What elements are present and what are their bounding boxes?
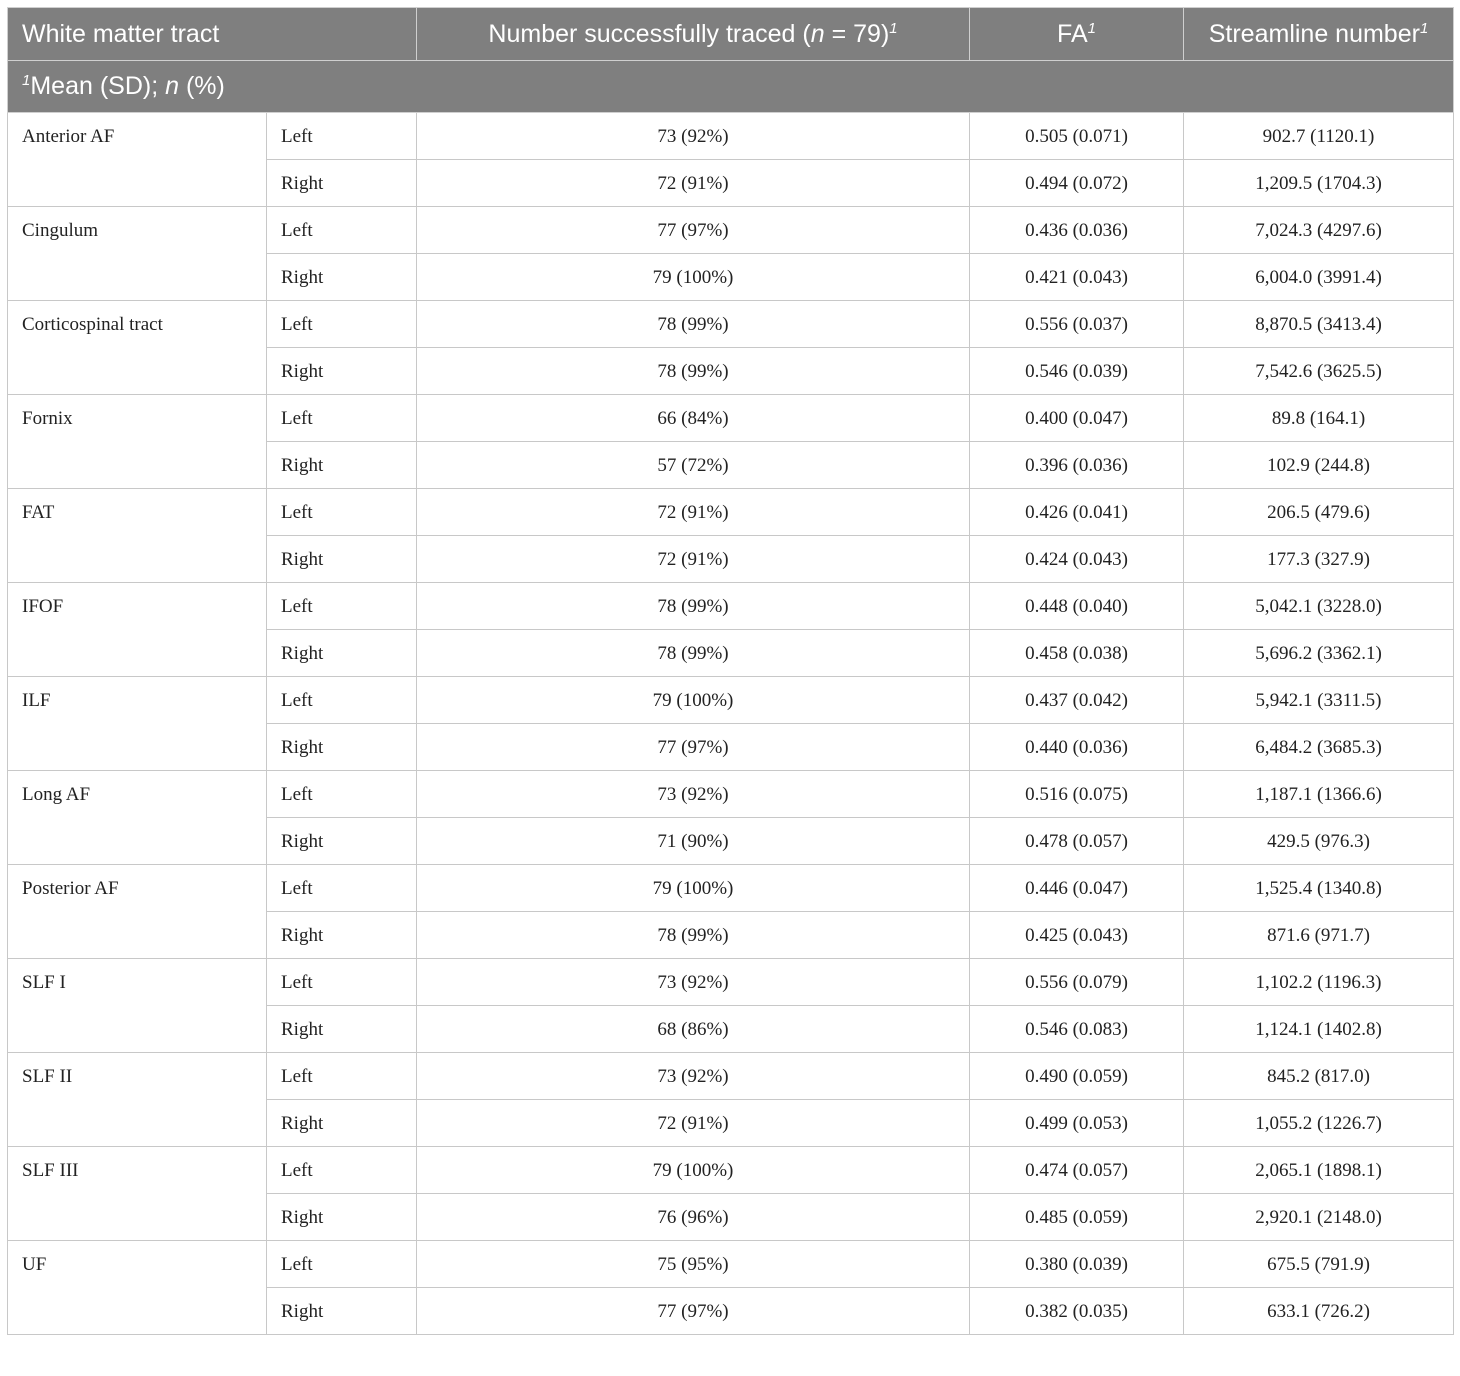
streamline-cell: 1,055.2 (1226.7) [1184, 1100, 1454, 1147]
table-row [8, 442, 1454, 489]
side-cell: Right [267, 912, 417, 959]
streamline-cell: 7,542.6 (3625.5) [1184, 348, 1454, 395]
tract-name-cell: FAT [8, 489, 267, 536]
table-row [8, 959, 1454, 1006]
table-body [8, 113, 1454, 1335]
table-row [8, 677, 1454, 724]
streamline-cell: 5,696.2 (3362.1) [1184, 630, 1454, 677]
streamline-cell: 177.3 (327.9) [1184, 536, 1454, 583]
side-cell: Left [267, 207, 417, 254]
traced-count-cell: 75 (95%) [417, 1241, 970, 1288]
tract-name-cell: Cingulum [8, 207, 267, 254]
fa-cell: 0.425 (0.043) [970, 912, 1184, 959]
header-streamline-label: Streamline number [1208, 19, 1420, 48]
side-cell: Right [267, 348, 417, 395]
header-fa [970, 8, 1184, 61]
streamline-cell: 1,102.2 (1196.3) [1184, 959, 1454, 1006]
table-row [8, 818, 1454, 865]
footnote-text: Mean (SD); [30, 72, 166, 100]
traced-count-cell: 71 (90%) [417, 818, 970, 865]
tract-name-cell [8, 1006, 267, 1053]
table-row [8, 348, 1454, 395]
streamline-cell: 102.9 (244.8) [1184, 442, 1454, 489]
header-fa-label: FA [1057, 19, 1088, 48]
tract-name-cell [8, 1194, 267, 1241]
table-row [8, 1241, 1454, 1288]
traced-count-cell: 77 (97%) [417, 1288, 970, 1335]
side-cell: Left [267, 113, 417, 160]
fa-cell: 0.505 (0.071) [970, 113, 1184, 160]
fa-cell: 0.446 (0.047) [970, 865, 1184, 912]
table-row [8, 113, 1454, 160]
header-traced-suffix: = 79) [824, 19, 890, 48]
tract-name-cell [8, 912, 267, 959]
tract-name-cell [8, 724, 267, 771]
fa-cell: 0.424 (0.043) [970, 536, 1184, 583]
tract-name-cell: Anterior AF [8, 113, 267, 160]
side-cell: Right [267, 160, 417, 207]
header-traced-n: n [810, 19, 825, 48]
tract-name-cell: ILF [8, 677, 267, 724]
side-cell: Right [267, 1100, 417, 1147]
fa-cell: 0.448 (0.040) [970, 583, 1184, 630]
traced-count-cell: 57 (72%) [417, 442, 970, 489]
side-cell: Left [267, 1053, 417, 1100]
footnote-mark: 1 [889, 19, 898, 37]
traced-count-cell: 79 (100%) [417, 865, 970, 912]
fa-cell: 0.516 (0.075) [970, 771, 1184, 818]
fa-cell: 0.556 (0.037) [970, 301, 1184, 348]
streamline-cell: 1,124.1 (1402.8) [1184, 1006, 1454, 1053]
table-row [8, 207, 1454, 254]
streamline-cell: 2,065.1 (1898.1) [1184, 1147, 1454, 1194]
tract-name-cell: Long AF [8, 771, 267, 818]
table-row [8, 1147, 1454, 1194]
table-row [8, 583, 1454, 630]
fa-cell: 0.426 (0.041) [970, 489, 1184, 536]
streamline-cell: 871.6 (971.7) [1184, 912, 1454, 959]
footnote-row [8, 61, 1454, 113]
tract-name-cell [8, 630, 267, 677]
traced-count-cell: 79 (100%) [417, 677, 970, 724]
streamline-cell: 7,024.3 (4297.6) [1184, 207, 1454, 254]
traced-count-cell: 77 (97%) [417, 207, 970, 254]
streamline-cell: 1,187.1 (1366.6) [1184, 771, 1454, 818]
table-row [8, 1100, 1454, 1147]
streamline-cell: 89.8 (164.1) [1184, 395, 1454, 442]
fa-cell: 0.440 (0.036) [970, 724, 1184, 771]
side-cell: Left [267, 489, 417, 536]
side-cell: Right [267, 1288, 417, 1335]
table-row [8, 912, 1454, 959]
header-traced-prefix: Number successfully traced ( [488, 19, 811, 48]
tract-name-cell [8, 348, 267, 395]
side-cell: Right [267, 1006, 417, 1053]
table-row [8, 771, 1454, 818]
traced-count-cell: 78 (99%) [417, 630, 970, 677]
side-cell: Right [267, 630, 417, 677]
header-traced [417, 8, 970, 61]
traced-count-cell: 78 (99%) [417, 583, 970, 630]
footnote-cell [8, 61, 1454, 113]
side-cell: Right [267, 1194, 417, 1241]
streamline-cell: 1,209.5 (1704.3) [1184, 160, 1454, 207]
fa-cell: 0.396 (0.036) [970, 442, 1184, 489]
traced-count-cell: 76 (96%) [417, 1194, 970, 1241]
fa-cell: 0.436 (0.036) [970, 207, 1184, 254]
table-row [8, 254, 1454, 301]
tract-name-cell: SLF I [8, 959, 267, 1006]
header-tract [8, 8, 417, 61]
side-cell: Right [267, 254, 417, 301]
streamline-cell: 902.7 (1120.1) [1184, 113, 1454, 160]
streamline-cell: 429.5 (976.3) [1184, 818, 1454, 865]
fa-cell: 0.400 (0.047) [970, 395, 1184, 442]
tract-name-cell [8, 1288, 267, 1335]
table-row [8, 1288, 1454, 1335]
footnote-text-end: (%) [179, 72, 225, 100]
table-row [8, 724, 1454, 771]
tract-name-cell [8, 160, 267, 207]
traced-count-cell: 79 (100%) [417, 1147, 970, 1194]
table-row [8, 865, 1454, 912]
header-tract-label: White matter tract [22, 19, 220, 48]
streamline-cell: 5,942.1 (3311.5) [1184, 677, 1454, 724]
table-header [8, 8, 1454, 113]
streamline-cell: 2,920.1 (2148.0) [1184, 1194, 1454, 1241]
traced-count-cell: 68 (86%) [417, 1006, 970, 1053]
table-row [8, 1053, 1454, 1100]
table-row [8, 395, 1454, 442]
side-cell: Left [267, 677, 417, 724]
streamline-cell: 8,870.5 (3413.4) [1184, 301, 1454, 348]
footnote-mark: 1 [22, 72, 31, 89]
traced-count-cell: 73 (92%) [417, 1053, 970, 1100]
traced-count-cell: 78 (99%) [417, 301, 970, 348]
traced-count-cell: 78 (99%) [417, 912, 970, 959]
tract-name-cell [8, 254, 267, 301]
traced-count-cell: 72 (91%) [417, 489, 970, 536]
streamline-cell: 6,004.0 (3991.4) [1184, 254, 1454, 301]
side-cell: Right [267, 818, 417, 865]
traced-count-cell: 72 (91%) [417, 536, 970, 583]
tract-name-cell: SLF III [8, 1147, 267, 1194]
fa-cell: 0.437 (0.042) [970, 677, 1184, 724]
traced-count-cell: 72 (91%) [417, 1100, 970, 1147]
side-cell: Left [267, 583, 417, 630]
fa-cell: 0.382 (0.035) [970, 1288, 1184, 1335]
tract-name-cell: SLF II [8, 1053, 267, 1100]
side-cell: Left [267, 1241, 417, 1288]
traced-count-cell: 77 (97%) [417, 724, 970, 771]
tract-name-cell: IFOF [8, 583, 267, 630]
side-cell: Left [267, 395, 417, 442]
streamline-cell: 675.5 (791.9) [1184, 1241, 1454, 1288]
fa-cell: 0.474 (0.057) [970, 1147, 1184, 1194]
header-row [8, 8, 1454, 61]
table-row [8, 160, 1454, 207]
side-cell: Left [267, 959, 417, 1006]
tract-name-cell [8, 1100, 267, 1147]
fa-cell: 0.546 (0.039) [970, 348, 1184, 395]
tract-name-cell [8, 536, 267, 583]
fa-cell: 0.380 (0.039) [970, 1241, 1184, 1288]
tract-name-cell: Posterior AF [8, 865, 267, 912]
traced-count-cell: 72 (91%) [417, 160, 970, 207]
table-row [8, 536, 1454, 583]
side-cell: Left [267, 865, 417, 912]
side-cell: Left [267, 771, 417, 818]
streamline-cell: 6,484.2 (3685.3) [1184, 724, 1454, 771]
table-row [8, 489, 1454, 536]
streamline-cell: 845.2 (817.0) [1184, 1053, 1454, 1100]
fa-cell: 0.485 (0.059) [970, 1194, 1184, 1241]
fa-cell: 0.556 (0.079) [970, 959, 1184, 1006]
side-cell: Right [267, 442, 417, 489]
side-cell: Right [267, 724, 417, 771]
fa-cell: 0.458 (0.038) [970, 630, 1184, 677]
tract-name-cell [8, 818, 267, 865]
table-row [8, 1194, 1454, 1241]
tract-name-cell [8, 442, 267, 489]
traced-count-cell: 73 (92%) [417, 113, 970, 160]
streamline-cell: 633.1 (726.2) [1184, 1288, 1454, 1335]
traced-count-cell: 66 (84%) [417, 395, 970, 442]
fa-cell: 0.499 (0.053) [970, 1100, 1184, 1147]
fa-cell: 0.478 (0.057) [970, 818, 1184, 865]
tract-statistics-table [7, 7, 1454, 1335]
traced-count-cell: 73 (92%) [417, 771, 970, 818]
fa-cell: 0.494 (0.072) [970, 160, 1184, 207]
side-cell: Right [267, 536, 417, 583]
streamline-cell: 5,042.1 (3228.0) [1184, 583, 1454, 630]
side-cell: Left [267, 1147, 417, 1194]
tract-name-cell: Corticospinal tract [8, 301, 267, 348]
table-row [8, 301, 1454, 348]
footnote-n: n [165, 72, 180, 100]
fa-cell: 0.546 (0.083) [970, 1006, 1184, 1053]
footnote-mark: 1 [1419, 19, 1429, 37]
traced-count-cell: 78 (99%) [417, 348, 970, 395]
traced-count-cell: 79 (100%) [417, 254, 970, 301]
traced-count-cell: 73 (92%) [417, 959, 970, 1006]
side-cell: Left [267, 301, 417, 348]
table-row [8, 1006, 1454, 1053]
footnote-mark: 1 [1087, 19, 1096, 37]
tract-name-cell: UF [8, 1241, 267, 1288]
fa-cell: 0.490 (0.059) [970, 1053, 1184, 1100]
header-streamline [1184, 8, 1454, 61]
streamline-cell: 206.5 (479.6) [1184, 489, 1454, 536]
fa-cell: 0.421 (0.043) [970, 254, 1184, 301]
tract-name-cell: Fornix [8, 395, 267, 442]
table-row [8, 630, 1454, 677]
streamline-cell: 1,525.4 (1340.8) [1184, 865, 1454, 912]
